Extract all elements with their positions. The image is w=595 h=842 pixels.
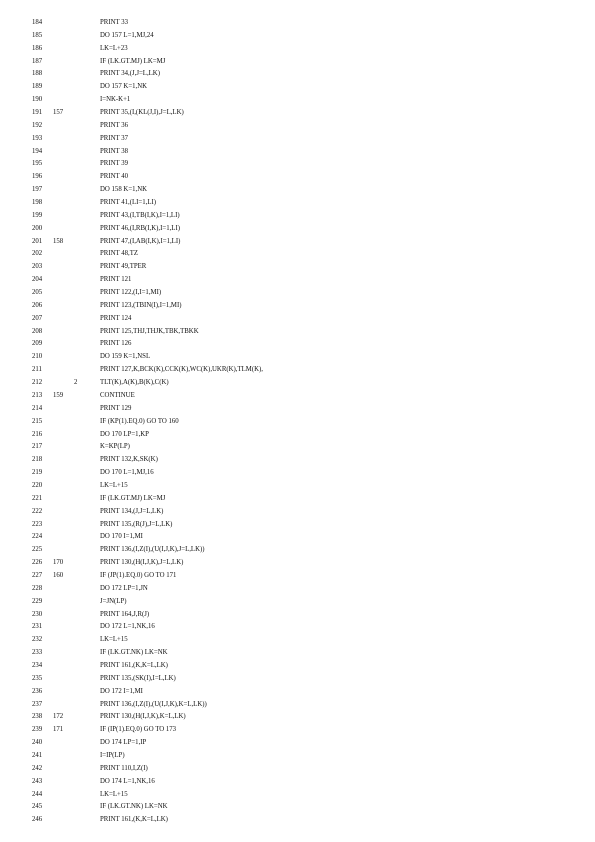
line-number: 199 bbox=[32, 211, 43, 219]
line-number: 245 bbox=[32, 803, 43, 811]
line-number: 240 bbox=[32, 739, 43, 747]
code-statement: PRINT 129 bbox=[100, 404, 132, 412]
code-line bbox=[32, 531, 572, 544]
line-number: 195 bbox=[32, 160, 43, 168]
line-number: 207 bbox=[32, 314, 43, 322]
code-statement: CONTINUE bbox=[100, 391, 135, 399]
code-statement: PRINT 132,K,SK(K) bbox=[100, 456, 158, 464]
code-statement: PRINT 49,TPER bbox=[100, 263, 147, 271]
code-statement: PRINT 125,THJ,THJK,TBK,TBKK bbox=[100, 327, 199, 335]
code-line bbox=[32, 801, 572, 814]
code-line bbox=[32, 300, 572, 313]
code-line bbox=[32, 429, 572, 442]
line-number: 233 bbox=[32, 649, 43, 657]
line-number: 212 bbox=[32, 379, 43, 387]
statement-label: 172 bbox=[53, 713, 64, 721]
code-statement: PRINT 41,(LI=1,LI) bbox=[100, 199, 156, 207]
code-statement: PRINT 38 bbox=[100, 147, 129, 155]
line-number: 188 bbox=[32, 70, 43, 78]
code-statement: PRINT 48,TZ bbox=[100, 250, 139, 258]
code-statement: I=NK-K+1 bbox=[100, 96, 131, 104]
code-statement: IF (JP(1).EQ.0) GO TO 171 bbox=[100, 571, 177, 579]
line-number: 206 bbox=[32, 301, 43, 309]
code-line bbox=[32, 596, 572, 609]
line-number: 191 bbox=[32, 109, 43, 117]
line-number: 226 bbox=[32, 559, 43, 567]
line-number: 190 bbox=[32, 96, 43, 104]
code-line bbox=[32, 441, 572, 454]
code-line bbox=[32, 673, 572, 686]
statement-label: 170 bbox=[53, 559, 64, 567]
statement-label: 158 bbox=[53, 237, 64, 245]
line-number: 198 bbox=[32, 199, 43, 207]
line-number: 230 bbox=[32, 610, 43, 618]
code-line bbox=[32, 223, 572, 236]
code-statement: PRINT 127,K,BCK(K),CCK(K),WC(K),UKR(K),TLM(K), bbox=[100, 366, 263, 374]
code-statement: PRINT 161,(K,K=L,LK) bbox=[100, 661, 168, 669]
code-statement: PRINT 135,(SK(I),I=L,LK) bbox=[100, 674, 176, 682]
line-number: 203 bbox=[32, 263, 43, 271]
line-number: 215 bbox=[32, 417, 43, 425]
line-number: 205 bbox=[32, 289, 43, 297]
continuation-mark: 2 bbox=[74, 379, 78, 387]
line-number: 228 bbox=[32, 584, 43, 592]
code-statement: PRINT 124 bbox=[100, 314, 132, 322]
code-statement: DO 172 I=1,MI bbox=[100, 687, 143, 695]
code-line bbox=[32, 621, 572, 634]
line-number: 236 bbox=[32, 687, 43, 695]
code-statement: IF (KP(1).EQ.0) GO TO 160 bbox=[100, 417, 179, 425]
line-number: 210 bbox=[32, 353, 43, 361]
code-line bbox=[32, 763, 572, 776]
line-number: 237 bbox=[32, 700, 43, 708]
code-statement: PRINT 122,(I,I=1,MI) bbox=[100, 289, 162, 297]
code-line bbox=[32, 30, 572, 43]
line-number: 204 bbox=[32, 276, 43, 284]
code-line bbox=[32, 660, 572, 673]
code-line bbox=[32, 557, 572, 570]
code-line bbox=[32, 313, 572, 326]
code-statement: PRINT 35,(I,(KL(J,I),J=L,LK) bbox=[100, 109, 184, 117]
code-statement: PRINT 164,J,R(J) bbox=[100, 610, 150, 618]
code-statement: PRINT 110,I,Z(I) bbox=[100, 764, 148, 772]
code-line bbox=[32, 454, 572, 467]
code-line bbox=[32, 351, 572, 364]
code-statement: IF (LK.GT.NK) LK=NK bbox=[100, 803, 168, 811]
statement-label: 159 bbox=[53, 391, 64, 399]
code-statement: DO 174 LP=1,IP bbox=[100, 739, 147, 747]
code-line bbox=[32, 236, 572, 249]
line-number: 185 bbox=[32, 31, 43, 39]
code-statement: DO 172 L=1,NK,16 bbox=[100, 623, 155, 631]
code-statement: PRINT 130,(H(I,J,K),J=L,LK) bbox=[100, 559, 184, 567]
code-line bbox=[32, 776, 572, 789]
line-number: 222 bbox=[32, 507, 43, 515]
line-number: 214 bbox=[32, 404, 43, 412]
code-statement: PRINT 136,(I,Z(I),(U(I,J,K),K=L,LK)) bbox=[100, 700, 207, 708]
code-statement: PRINT 37 bbox=[100, 134, 129, 142]
line-number: 211 bbox=[32, 366, 42, 374]
code-statement: PRINT 34,(J,J=L,LK) bbox=[100, 70, 160, 78]
line-number: 241 bbox=[32, 751, 43, 759]
code-line bbox=[32, 171, 572, 184]
line-number: 223 bbox=[32, 520, 43, 528]
code-statement: PRINT 43,(I,TB(I,K),I=1,LI) bbox=[100, 211, 180, 219]
code-line bbox=[32, 699, 572, 712]
code-line bbox=[32, 403, 572, 416]
statement-label: 157 bbox=[53, 109, 64, 117]
code-line bbox=[32, 210, 572, 223]
code-statement: DO 170 LP=1,KP bbox=[100, 430, 149, 438]
code-line bbox=[32, 94, 572, 107]
code-statement: DO 172 LP=1,JN bbox=[100, 584, 148, 592]
code-line bbox=[32, 248, 572, 261]
code-line bbox=[32, 634, 572, 647]
line-number: 192 bbox=[32, 121, 43, 129]
line-number: 201 bbox=[32, 237, 43, 245]
code-line bbox=[32, 81, 572, 94]
line-number: 187 bbox=[32, 57, 43, 65]
line-number: 231 bbox=[32, 623, 43, 631]
code-line bbox=[32, 68, 572, 81]
code-line bbox=[32, 609, 572, 622]
line-number: 193 bbox=[32, 134, 43, 142]
code-line bbox=[32, 493, 572, 506]
line-number: 221 bbox=[32, 494, 43, 502]
line-number: 229 bbox=[32, 597, 43, 605]
line-number: 225 bbox=[32, 546, 43, 554]
code-statement: DO 157 K=1,NK bbox=[100, 83, 148, 91]
line-number: 197 bbox=[32, 186, 43, 194]
code-statement: PRINT 130,(H(I,J,K),K=L,LK) bbox=[100, 713, 186, 721]
code-statement: IF (LK.GT.MJ) LK=MJ bbox=[100, 494, 166, 502]
line-number: 186 bbox=[32, 44, 43, 52]
code-statement: IF (LK.GT.NK) LK=NK bbox=[100, 649, 168, 657]
code-statement: DO 159 K=1,NSL bbox=[100, 353, 151, 361]
code-line bbox=[32, 467, 572, 480]
code-statement: IF (IP(1).EQ.0) GO TO 173 bbox=[100, 726, 177, 734]
line-number: 243 bbox=[32, 777, 43, 785]
code-line bbox=[32, 184, 572, 197]
line-number: 219 bbox=[32, 469, 43, 477]
line-number: 224 bbox=[32, 533, 43, 541]
line-number: 227 bbox=[32, 571, 43, 579]
code-statement: PRINT 123,(TBIN(I),I=1,MI) bbox=[100, 301, 182, 309]
code-line bbox=[32, 390, 572, 403]
code-statement: IF (LK.GT.MJ) LK=MJ bbox=[100, 57, 166, 65]
line-number: 244 bbox=[32, 790, 43, 798]
line-number: 238 bbox=[32, 713, 43, 721]
code-line bbox=[32, 583, 572, 596]
code-line bbox=[32, 364, 572, 377]
code-statement: DO 170 L=1,MJ,16 bbox=[100, 469, 154, 477]
code-statement: PRINT 134,(J,J=L,LK) bbox=[100, 507, 164, 515]
code-line bbox=[32, 737, 572, 750]
code-statement: DO 158 K=1,NK bbox=[100, 186, 148, 194]
code-statement: PRINT 46,(I,RB(I,K),I=1,LI) bbox=[100, 224, 180, 232]
code-line bbox=[32, 261, 572, 274]
code-statement: LK=L+15 bbox=[100, 790, 128, 798]
statement-label: 171 bbox=[53, 726, 64, 734]
line-number: 217 bbox=[32, 443, 43, 451]
code-line bbox=[32, 17, 572, 30]
line-number: 200 bbox=[32, 224, 43, 232]
code-statement: LK=L+15 bbox=[100, 636, 128, 644]
code-statement: PRINT 161,(K,K=L,LK) bbox=[100, 816, 168, 824]
code-line bbox=[32, 326, 572, 339]
line-number: 208 bbox=[32, 327, 43, 335]
line-number: 194 bbox=[32, 147, 43, 155]
line-number: 234 bbox=[32, 661, 43, 669]
code-statement: DO 170 I=1,MI bbox=[100, 533, 143, 541]
code-line bbox=[32, 43, 572, 56]
code-statement: I=IP(LP) bbox=[100, 751, 125, 759]
line-number: 209 bbox=[32, 340, 43, 348]
code-statement: PRINT 47,(I,AB(I,K),I=1,LI) bbox=[100, 237, 181, 245]
line-number: 189 bbox=[32, 83, 43, 91]
code-statement: PRINT 136,(I,Z(I),(U(I,J,K),J=L,LK)) bbox=[100, 546, 205, 554]
code-line bbox=[32, 338, 572, 351]
code-statement: PRINT 40 bbox=[100, 173, 129, 181]
code-line bbox=[32, 506, 572, 519]
code-line bbox=[32, 56, 572, 69]
code-statement: PRINT 39 bbox=[100, 160, 129, 168]
line-number: 239 bbox=[32, 726, 43, 734]
code-line bbox=[32, 146, 572, 159]
code-statement: LK=L+15 bbox=[100, 481, 128, 489]
line-number: 220 bbox=[32, 481, 43, 489]
code-line bbox=[32, 724, 572, 737]
line-number: 218 bbox=[32, 456, 43, 464]
code-statement: LK=L+23 bbox=[100, 44, 128, 52]
code-line bbox=[32, 789, 572, 802]
statement-label: 160 bbox=[53, 571, 64, 579]
line-number: 196 bbox=[32, 173, 43, 181]
code-line bbox=[32, 133, 572, 146]
code-statement: DO 174 L=1,NK,16 bbox=[100, 777, 155, 785]
code-line bbox=[32, 519, 572, 532]
code-line bbox=[32, 107, 572, 120]
line-number: 242 bbox=[32, 764, 43, 772]
code-line bbox=[32, 711, 572, 724]
code-line bbox=[32, 544, 572, 557]
code-listing bbox=[32, 17, 572, 827]
code-line bbox=[32, 480, 572, 493]
line-number: 184 bbox=[32, 19, 43, 26]
code-statement: PRINT 36 bbox=[100, 121, 129, 129]
code-line bbox=[32, 750, 572, 763]
code-statement: DO 157 L=1,MJ,24 bbox=[100, 31, 154, 39]
code-line bbox=[32, 416, 572, 429]
line-number: 213 bbox=[32, 391, 43, 399]
line-number: 232 bbox=[32, 636, 43, 644]
line-number: 235 bbox=[32, 674, 43, 682]
code-line bbox=[32, 686, 572, 699]
code-statement: PRINT 126 bbox=[100, 340, 132, 348]
code-statement: TLT(K),A(K),B(K),C(K) bbox=[100, 379, 169, 387]
code-statement: J=JN(LP) bbox=[100, 597, 127, 605]
code-line bbox=[32, 120, 572, 133]
code-statement: K=KP(LP) bbox=[100, 443, 130, 451]
code-line bbox=[32, 197, 572, 210]
code-line bbox=[32, 814, 572, 827]
code-line bbox=[32, 377, 572, 390]
code-line bbox=[32, 274, 572, 287]
code-line bbox=[32, 570, 572, 583]
code-statement: PRINT 33 bbox=[100, 19, 129, 26]
code-line bbox=[32, 287, 572, 300]
line-number: 216 bbox=[32, 430, 43, 438]
code-statement: PRINT 135,(R(J),J=L,LK) bbox=[100, 520, 173, 528]
code-line bbox=[32, 158, 572, 171]
code-statement: PRINT 121 bbox=[100, 276, 132, 284]
line-number: 246 bbox=[32, 816, 43, 824]
line-number: 202 bbox=[32, 250, 43, 258]
code-line bbox=[32, 647, 572, 660]
